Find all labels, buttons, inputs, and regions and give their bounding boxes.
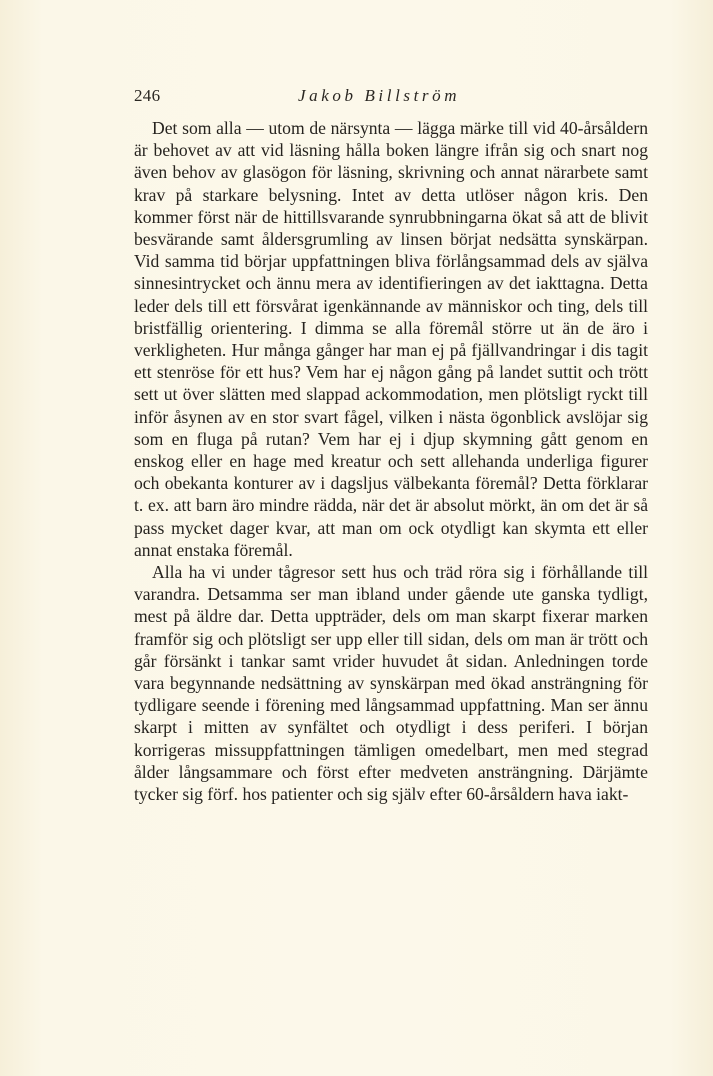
page-header — [134, 86, 648, 112]
page-number: 246 — [134, 86, 161, 105]
paragraph: Det som alla — utom de närsynta — lägga märke till vid 40-årsåldern är behovet av att vid läsning hålla boken längre ifrån sig och snart nog även behov av glasögon för läsning, skrivning och annat närarbete samt krav på starkare belysning. Intet av detta utlöser någon kris. Den kommer först när de hittillsvarande synrubbningarna ökat så att de blivit besvärande samt åldersgrumling av linsen börjat nedsätta synskärpan. Vid samma tid börjar uppfattningen bliva förlångsammad dels av själva sinnesintrycket och ännu mera av identifieringen av det iakttagna. Detta leder dels till ett försvårat igenkännande av människor och ting, dels till bristfällig orientering. I dimma se alla föremål större ut än de äro i verkligheten. Hur många gånger har man ej på fjällvandringar i dis tagit ett stenröse för ett hus? Vem har ej någon gång på landet suttit och trött sett ut över slätten med slappad ackommodation, men plötsligt ryckt till inför åsynen av en stor svart fågel, vilken i nästa ögonblick avslöjar sig som en fluga på rutan? Vem har ej i djup skymning gått genom en enskog eller en hage med kreatur och sett allehanda underliga figurer och obekanta konturer av i dagsljus välbekanta föremål? Detta förklarar t. ex. att barn äro mindre rädda, när det är absolut mörkt, än om det är så pass mycket dager kvar, att man om ock otydligt kan skymta ett eller annat enstaka föremål. — [134, 118, 648, 560]
paragraph: Alla ha vi under tågresor sett hus och träd röra sig i förhållande till varandra. Detsamma ser man ibland under gående ute ganska tydligt, mest på äldre dar. Detta uppträder, dels om man skarpt fixerar marken framför sig och plötsligt ser upp eller till sidan, dels om man är trött och går försänkt i tankar samt vrider huvudet åt sidan. Anledningen torde vara begynnande nedsättning av synskärpan med ökad ansträngning för tydligare seende i förening med långsammad uppfattning. Man ser ännu skarpt i mitten av synfältet och otydligt i dess periferi. I början korrigeras missuppfattningen tämligen omedelbart, men med stegrad ålder långsammare och först efter medveten ansträngning. Därjämte tycker sig förf. hos patienter och sig själv efter 60-årsåldern hava iakt- — [134, 562, 648, 805]
body-text — [134, 117, 648, 805]
running-head: Jakob Billström — [298, 86, 461, 105]
